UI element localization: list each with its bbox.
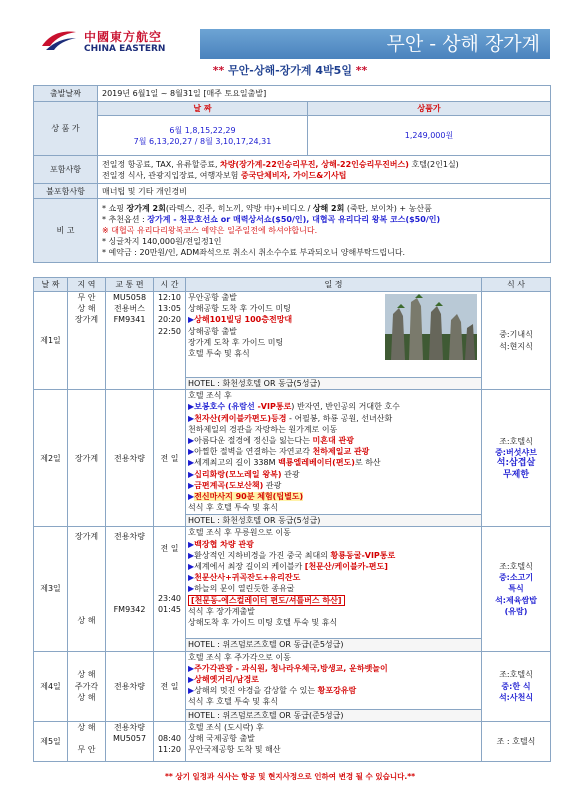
day2-schedule bbox=[186, 390, 482, 515]
day2-line-3-b: - 어필봉, 하룡 공원, 선녀산화 bbox=[286, 413, 393, 423]
logo-text-en: CHINA EASTERN bbox=[84, 44, 166, 54]
day5-area-2: 무 안 bbox=[77, 745, 96, 755]
day1-time-2: 13:05 bbox=[157, 304, 182, 314]
day5-time-2: 11:20 bbox=[157, 745, 182, 755]
day2-time: 전 일 bbox=[154, 390, 186, 527]
day1-row bbox=[34, 292, 551, 378]
day2-meal-3: 석:삼겹살 bbox=[496, 458, 536, 469]
day3-schedule bbox=[186, 527, 482, 639]
day3-line-7 bbox=[188, 595, 479, 606]
day4-hotel: HOTEL : 위즈덤로즈호텔 OR 동급(준5성급) bbox=[186, 709, 482, 721]
included-part-c: 호텔(2인1실) bbox=[411, 159, 459, 169]
day1-line-1: 무안공항 출발 bbox=[188, 293, 237, 302]
note-single-charge: * 싱글차지 140,000원/전일정1인 bbox=[102, 237, 222, 246]
china-eastern-logo bbox=[40, 22, 200, 62]
day2-line-5 bbox=[188, 435, 479, 446]
day4-line-3-a: 상해옛거리/남경로 bbox=[194, 675, 259, 685]
day3-time-3: 01:45 bbox=[157, 604, 182, 614]
day5-transport-2: MU5057 bbox=[112, 734, 147, 744]
price-header: 상품가 bbox=[308, 102, 551, 116]
dates-line-1: 6월 1,8,15,22,29 bbox=[169, 125, 236, 135]
day5-line-1: 호텔 조식 (도시락) 후 bbox=[188, 722, 264, 732]
day4-meal-1: 조:호텔식 bbox=[499, 670, 533, 680]
day5-meals: 조 : 호텔식 bbox=[482, 721, 551, 761]
day2-line-7-a: 세계최고의 길이 338M bbox=[194, 458, 279, 468]
subtitle-stars-right: ** bbox=[355, 64, 368, 77]
day3-transport-2: FM9342 bbox=[113, 604, 146, 614]
day2-label: 제2일 bbox=[34, 390, 68, 527]
day2-area: 장가계 bbox=[68, 390, 106, 527]
day4-line-5: 석식 후 호텔 투숙 및 휴식 bbox=[188, 697, 278, 707]
day1-hotel: HOTEL : 화천성호텔 OR 동급(5성급) bbox=[186, 378, 482, 390]
day2-line-10-a: 전신마사지 90분 체험(팁별도) bbox=[194, 492, 304, 502]
day1-area-1: 무 안 bbox=[77, 293, 96, 302]
price-value: 1,249,000원 bbox=[308, 116, 551, 156]
day2-line-6-b: 천하제일교 관광 bbox=[312, 447, 370, 457]
day1-time-1: 12:10 bbox=[157, 293, 182, 302]
day1-line-6: 호텔 투숙 및 휴식 bbox=[188, 349, 250, 359]
zhangjiajie-scenery-image bbox=[385, 294, 477, 360]
note-shopping bbox=[102, 203, 546, 214]
day4-label: 제4일 bbox=[34, 651, 68, 721]
col-header-meals: 식 사 bbox=[482, 278, 551, 292]
day3-line-8: 석식 후 장가계출발 bbox=[188, 606, 255, 616]
day2-transport: 전용차량 bbox=[106, 390, 154, 527]
day2-line-7-b: 백룡엘레베이터(편도) bbox=[278, 458, 355, 468]
title-banner: 무안 - 상해 장가계 bbox=[200, 29, 550, 59]
day3-transport-1: 전용차량 bbox=[114, 532, 145, 542]
note-options-a: * 추천옵션 : bbox=[102, 215, 148, 224]
day3-line-2 bbox=[188, 539, 479, 550]
day3-line-6 bbox=[188, 583, 479, 594]
day3-line-1: 호텔 조식 후 무릉원으로 이동 bbox=[188, 528, 291, 538]
day5-row bbox=[34, 721, 551, 761]
day4-transport: 전용차량 bbox=[106, 651, 154, 721]
day4-line-2 bbox=[188, 663, 479, 674]
day2-line-2-b: -VIP통로 bbox=[257, 402, 292, 412]
day5-line-3: 무안국제공항 도착 및 해산 bbox=[188, 745, 281, 755]
day3-line-4-a: 세계에서 최장 길이의 케이블카 bbox=[194, 562, 305, 572]
note-shopping-a: * 쇼핑 bbox=[102, 204, 127, 213]
day1-times bbox=[154, 292, 186, 390]
day3-meal-4: 석:제육쌈밥 bbox=[495, 595, 537, 605]
day4-area-2: 주가각 bbox=[74, 681, 99, 691]
day3-line-4-b: [천문산/케이블카-편도] bbox=[304, 562, 388, 572]
day2-meal-2: 중:버섯샤브 bbox=[495, 448, 537, 458]
day1-line-3: ▶ 상해101빌딩 100층전망대 bbox=[188, 314, 479, 325]
day1-schedule bbox=[186, 292, 482, 378]
date-header: 날 짜 bbox=[98, 102, 308, 116]
day1-transport bbox=[106, 292, 154, 390]
product-price-label: 상 품 가 bbox=[34, 102, 98, 156]
subtitle bbox=[0, 62, 580, 78]
day3-label: 제3일 bbox=[34, 527, 68, 651]
day5-transport bbox=[106, 721, 154, 761]
col-header-schedule: 일 정 bbox=[186, 278, 482, 292]
info-table bbox=[33, 85, 551, 263]
day5-line-2: 상해 국제공항 출발 bbox=[188, 734, 255, 744]
day2-line-9-b: 관광 bbox=[263, 480, 282, 490]
day4-line-3 bbox=[188, 674, 479, 685]
included-part-b: 차량(장가계-22인승리무진, 상해-22인승리무진버스) bbox=[220, 159, 409, 169]
day4-area-1: 상 해 bbox=[77, 670, 96, 680]
day2-line-2-a: 보봉호수 (유람선 bbox=[194, 402, 258, 412]
day5-label: 제5일 bbox=[34, 721, 68, 761]
notes-value bbox=[98, 199, 551, 263]
day1-area-4: 장가계 bbox=[74, 315, 99, 325]
day2-line-8-a: 십리화랑(모노레일 왕복) bbox=[194, 469, 282, 479]
day4-meal-2: 중:한 식 bbox=[501, 681, 531, 691]
note-shopping-c: (라텍스, 진주, 히노끼, 약방 中)+비디오 / bbox=[165, 204, 313, 213]
day2-line-9-a: 금편계곡(도보산책) bbox=[194, 480, 264, 490]
day4-meal-3: 석:사천식 bbox=[498, 692, 534, 702]
day1-meals bbox=[482, 292, 551, 390]
day2-line-3 bbox=[188, 413, 479, 424]
note-deposit: * 예약금 : 20만원/인, ADM좌석으로 취소시 취소수수료 부과되오니 양해부탁드립니다. bbox=[102, 248, 406, 257]
excluded-label: 불포함사항 bbox=[34, 184, 98, 199]
day1-line-4: 상해공항 출발 bbox=[188, 326, 237, 336]
day1-meal-1: 중:기내식 bbox=[499, 330, 533, 340]
col-header-time: 시 간 bbox=[154, 278, 186, 292]
day4-row bbox=[34, 651, 551, 709]
day2-line-6-a: 아찔한 절벽을 연결하는 자연교각 bbox=[194, 447, 313, 457]
day2-line-11: 석식 후 호텔 투숙 및 휴식 bbox=[188, 503, 278, 513]
period-label: 출발날짜 bbox=[34, 86, 98, 102]
departure-dates bbox=[98, 116, 308, 156]
day5-area-1: 상 해 bbox=[77, 722, 96, 732]
day2-line-1: 호텔 조식 후 bbox=[188, 391, 232, 401]
day3-meal-1: 조:호텔식 bbox=[499, 562, 533, 571]
day1-meal-2: 석:현지식 bbox=[499, 341, 533, 351]
swallow-logo-icon bbox=[40, 26, 78, 54]
day2-line-8-b: 관광 bbox=[281, 469, 300, 479]
day4-line-4-b: 황포강유람 bbox=[317, 686, 357, 696]
day3-line-4 bbox=[188, 561, 479, 572]
day2-line-5-a: 아름다운 절경에 정신을 잃는다는 bbox=[194, 436, 313, 446]
day4-meals bbox=[482, 651, 551, 721]
day3-time-1: 전 일 bbox=[160, 544, 179, 554]
day3-meals bbox=[482, 527, 551, 651]
day4-line-2-a: 주가각관광 - 과식원, 청나라우체국,방생교, 운하뱃놀이 bbox=[194, 663, 388, 673]
col-header-transport: 교 통 편 bbox=[106, 278, 154, 292]
note-reservation: ※ 대협곡 유리다리왕복코스 예약은 일주일전에 하셔야합니다. bbox=[102, 226, 318, 235]
col-header-area: 지 역 bbox=[68, 278, 106, 292]
day1-label: 제1일 bbox=[34, 292, 68, 390]
day2-line-2 bbox=[188, 401, 479, 412]
day1-transport-4: FM9341 bbox=[113, 315, 146, 325]
day3-hotel: HOTEL : 위즈덤로즈호텔 OR 동급(준5성급) bbox=[186, 639, 482, 651]
included-part-e: 중국단체비자, 가이드&기사팁 bbox=[240, 170, 347, 180]
day3-meal-3: 특식 bbox=[508, 584, 524, 594]
included-part-a: 전일정 항공료, TAX, 유류할증료, bbox=[102, 159, 218, 169]
logo-text-cn: 中國東方航空 bbox=[84, 30, 163, 44]
note-shopping-b: 장가계 2회 bbox=[126, 204, 166, 213]
day3-row bbox=[34, 527, 551, 639]
subtitle-text: 무안-상해-장가계 4박5일 bbox=[228, 64, 352, 77]
excluded-value: 매너팁 및 기타 개인경비 bbox=[98, 184, 551, 199]
day2-line-4: 천하제일의 경관을 자랑하는 원가계로 이동 bbox=[188, 424, 338, 434]
day5-areas bbox=[68, 721, 106, 761]
day1-transport-1: MU5058 bbox=[112, 293, 147, 302]
period-value: 2019년 6월1일 ~ 8월31일 [매주 토요일출발] bbox=[98, 86, 551, 102]
day5-transport-1: 전용차량 bbox=[114, 722, 145, 732]
notes-label: 비 고 bbox=[34, 199, 98, 263]
day4-schedule bbox=[186, 651, 482, 709]
day3-areas bbox=[68, 527, 106, 651]
day2-line-10 bbox=[188, 491, 479, 502]
day3-transport bbox=[106, 527, 154, 651]
included-label: 포함사항 bbox=[34, 156, 98, 184]
day2-line-2-c: ) 반자연, 반인공의 거대한 호수 bbox=[291, 402, 400, 412]
day2-meal-1: 조:호텔식 bbox=[499, 436, 533, 446]
day1-time-5: 22:50 bbox=[157, 326, 182, 336]
day3-area-2: 상 해 bbox=[77, 615, 96, 625]
day3-meal-2: 중:소고기 bbox=[498, 573, 534, 583]
col-header-day: 날 짜 bbox=[34, 278, 68, 292]
day1-areas bbox=[68, 292, 106, 390]
day2-line-6 bbox=[188, 446, 479, 457]
day3-line-3-a: 환상적인 지하비경을 가진 중국 최대의 bbox=[194, 550, 331, 560]
day2-hotel: HOTEL : 화천성호텔 OR 동급(5성급) bbox=[186, 515, 482, 527]
included-value bbox=[98, 156, 551, 184]
day2-line-3-a: 천자산(케이블카편도)등경 bbox=[194, 413, 287, 423]
day3-line-9: 상해도착 후 가이드 미팅 호텔 투숙 및 휴식 bbox=[188, 618, 338, 628]
day4-area-3: 상 해 bbox=[77, 692, 96, 702]
note-options-b: 장가계 - 천문호선쇼 or 매력상서쇼($50/인), 대협곡 유리다리 왕복 코스($50/인) bbox=[147, 215, 441, 224]
dates-line-2: 7월 6,13,20,27 / 8월 3,10,17,24,31 bbox=[133, 136, 272, 146]
day3-line-5 bbox=[188, 572, 479, 583]
day2-line-8 bbox=[188, 469, 479, 480]
day1-area-2: 상 해 bbox=[77, 304, 96, 314]
day1-line-2: 상해공항 도착 후 가이드 미팅 bbox=[188, 304, 291, 314]
day2-meal-4: 무제한 bbox=[502, 469, 530, 480]
day3-line-5-a: 천문산사+귀곡잔도+유리잔도 bbox=[194, 573, 301, 583]
day2-line-9 bbox=[188, 480, 479, 491]
day3-times bbox=[154, 527, 186, 651]
day2-line-7-c: 로 하산 bbox=[354, 458, 381, 468]
day2-line-7 bbox=[188, 457, 479, 468]
day5-time-1: 08:40 bbox=[157, 733, 182, 743]
day2-row bbox=[34, 390, 551, 515]
note-shopping-d: 상해 2회 bbox=[312, 204, 345, 213]
day3-line-6-a: 하늘의 문이 열린듯한 종유굴 bbox=[194, 584, 295, 594]
day4-time: 전 일 bbox=[154, 651, 186, 721]
day5-schedule bbox=[186, 721, 482, 761]
day3-line-7-a: [천문동-에스컬레이터 편도/셔틀버스 하산] bbox=[188, 595, 345, 606]
day3-line-2-a: 백장협 차량 관광 bbox=[194, 539, 254, 549]
day4-line-4 bbox=[188, 685, 479, 696]
day3-time-2: 23:40 bbox=[157, 593, 182, 603]
day4-line-1: 호텔 조식 후 주가각으로 이동 bbox=[188, 652, 291, 662]
day3-meal-5: (유람) bbox=[504, 606, 528, 616]
day2-meals bbox=[482, 390, 551, 527]
day1-transport-2: 전용버스 bbox=[114, 304, 145, 314]
day4-line-4-a: 상해의 멋진 야경을 감상할 수 있는 bbox=[194, 686, 318, 696]
note-shopping-e: (죽탄, 보이차) + 농산품 bbox=[344, 204, 432, 213]
day3-area-1: 장가계 bbox=[74, 532, 99, 542]
note-options bbox=[102, 214, 546, 225]
day4-areas bbox=[68, 651, 106, 721]
itinerary-table bbox=[33, 277, 551, 762]
subtitle-stars-left: ** bbox=[212, 64, 225, 77]
included-part-d: 전일정 식사, 관광지입장료, 여행자보험 bbox=[102, 170, 241, 180]
day5-times bbox=[154, 721, 186, 761]
day1-line-5: 장가계 도착 후 가이드 미팅 bbox=[188, 337, 284, 347]
footnote: ** 상기 일정과 식사는 항공 및 현지사정으로 인하여 변경 될 수 있습니다.** bbox=[164, 772, 416, 781]
day1-time-4: 20:20 bbox=[157, 315, 182, 325]
day3-line-3 bbox=[188, 550, 479, 561]
day2-line-5-b: 미혼대 관광 bbox=[312, 436, 354, 446]
day3-line-3-b: 황룡동굴-VIP통로 bbox=[330, 550, 396, 560]
